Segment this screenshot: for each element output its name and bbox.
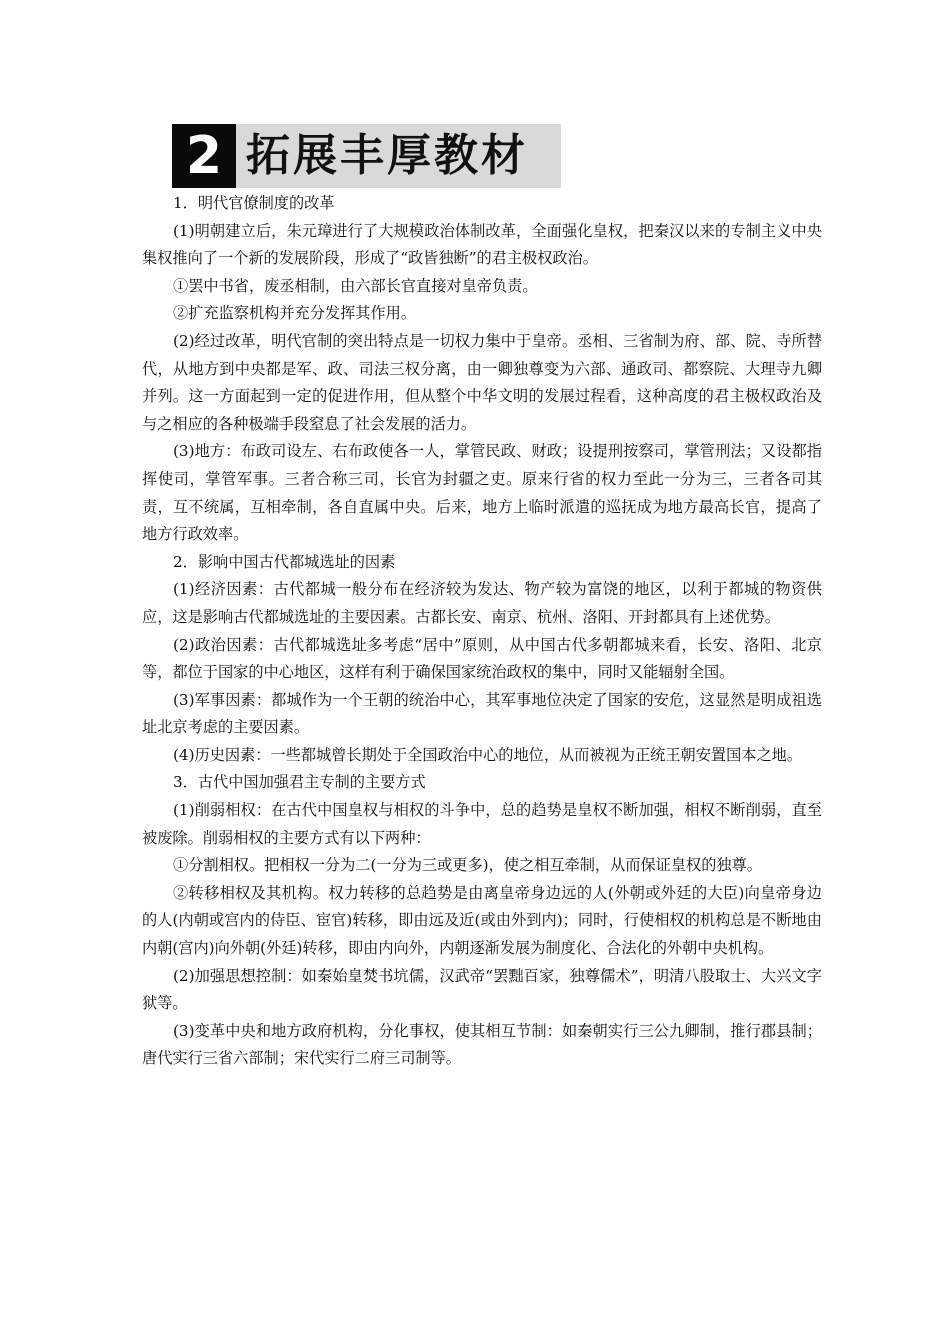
paragraph: (3)军事因素：都城作为一个王朝的统治中心，其军事地位决定了国家的安危，这显然是明成祖选址北京考虑的主要因素。: [142, 690, 822, 737]
section-number: 2: [172, 124, 236, 188]
paragraph: ①罢中书省，废丞相制，由六部长官直接对皇帝负责。: [173, 276, 538, 295]
paragraph: ②转移相权及其机构。权力转移的总趋势是由离皇帝身边远的人(外朝或外廷的大臣)向皇帝身边的人(内朝或宫内的侍臣、宦官)转移，即由远及近(或由外到内)；同时，行使相权的机构总是不断地由内朝(宫内)向外朝(外廷)转移，即由内向外，内朝逐渐发展为制度化、合法化的外朝中央机构。: [142, 883, 822, 958]
paragraph: (2)政治因素：古代都城选址多考虑“居中”原则，从中国古代多朝都城来看，长安、洛阳、北京等，都位于国家的中心地区，这样有利于确保国家统治政权的集中，同时又能辐射全国。: [142, 635, 822, 682]
heading-2: 2．影响中国古代都城选址的因素: [173, 552, 396, 571]
paragraph: (1)削弱相权：在古代中国皇权与相权的斗争中，总的趋势是皇权不断加强，相权不断削弱，直至被废除。削弱相权的主要方式有以下两种：: [142, 801, 822, 847]
section-title: 拓展丰厚教材: [236, 124, 561, 188]
heading-1: 1．明代官僚制度的改革: [173, 194, 335, 212]
paragraph: (1)经济因素：古代都城一般分布在经济较为发达、物产较为富饶的地区，以利于都城的物资供应，这是影响古代都城选址的主要因素。古都长安、南京、杭州、洛阳、开封都具有上述优势。: [142, 580, 822, 626]
paragraph: (4)历史因素：一些都城曾长期处于全国政治中心的地位，从而被视为正统王朝安置国本之地。: [173, 745, 803, 764]
document-body: [142, 190, 822, 1073]
paragraph: (3)变革中央和地方政府机构，分化事权，使其相互节制：如秦朝实行三公九卿制，推行郡县制；唐代实行三省六部制；宋代实行二府三司制等。: [142, 1021, 822, 1068]
paragraph: (3)地方：布政司设左、右布政使各一人，掌管民政、财政；设提刑按察司，掌管刑法；又设都指挥使司，掌管军事。三者合称三司，长官为封疆之吏。原来行省的权力至此一分为三，三者各司其责，互不统属，互相牵制，各自直属中央。后来，地方上临时派遣的巡抚成为地方最高长官，提高了地方行政效率。: [142, 442, 822, 544]
section-banner: [172, 124, 561, 188]
heading-3: 3．古代中国加强君主专制的主要方式: [173, 773, 426, 792]
paragraph: ①分割相权。把相权一分为二(一分为三或更多)，使之相互牵制，从而保证皇权的独尊。: [173, 856, 762, 875]
paragraph: ②扩充监察机构并充分发挥其作用。: [173, 304, 416, 323]
paragraph: (1)明朝建立后，朱元璋进行了大规模政治体制改革，全面强化皇权，把秦汉以来的专制主义中央集权推向了一个新的发展阶段，形成了“政皆独断”的君主极权政治。: [142, 221, 822, 268]
paragraph: (2)经过改革，明代官制的突出特点是一切权力集中于皇帝。丞相、三省制为府、部、院、寺所替代，从地方到中央都是军、政、司法三权分离，由一卿独尊变为六部、通政司、都察院、大理寺九卿并列。这一方面起到一定的促进作用，但从整个中华文明的发展过程看，这种高度的君主极权政治及与之相应的各种极端手段窒息了社会发展的活力。: [142, 331, 822, 433]
paragraph: (2)加强思想控制：如秦始皇焚书坑儒，汉武帝“罢黜百家，独尊儒术”，明清八股取士、大兴文字狱等。: [142, 966, 822, 1013]
